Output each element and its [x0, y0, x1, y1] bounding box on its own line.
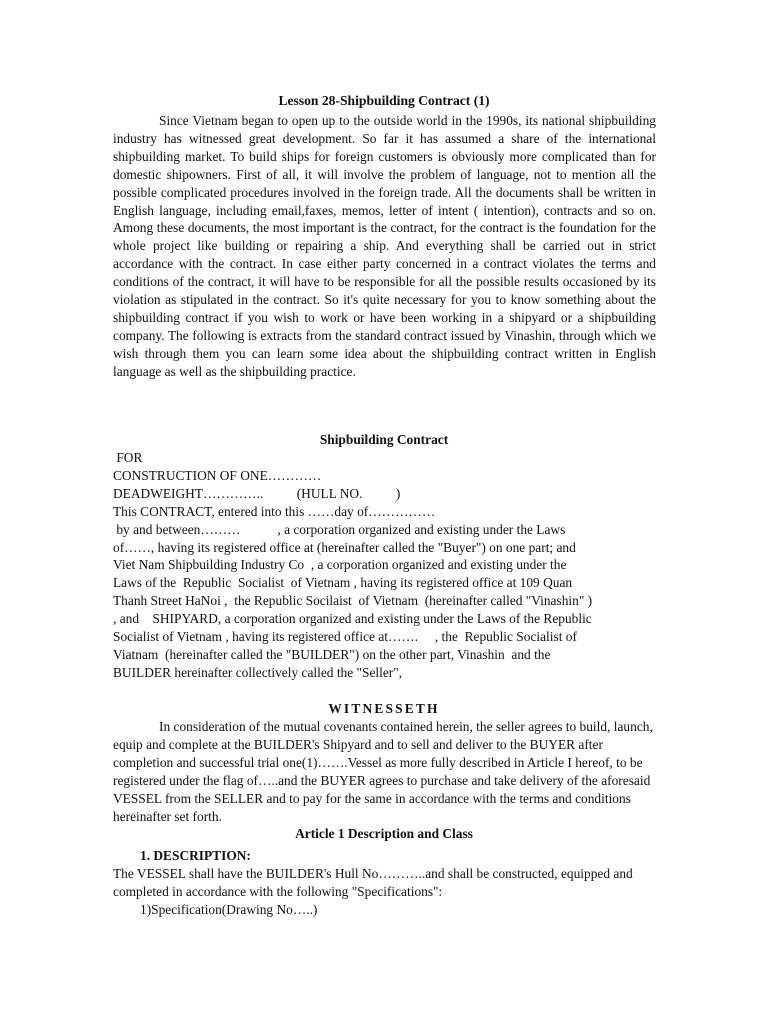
- contract-line: by and between……… , a corporation organized and existing under the Laws: [113, 521, 566, 537]
- article-heading: Article 1 Description and Class: [295, 826, 473, 841]
- contract-line: Laws of the Republic Socialist of Vietnam , having its registered office at 109 Quan: [113, 575, 573, 591]
- contract-line: Socialist of Vietnam , having its registered office at……. , the Republic Socialist of: [113, 629, 577, 645]
- intro-paragraph: Since Vietnam began to open up to the outside world in the 1990s, its national shipbuilding industry has witnessed great development. So far it has assumed a share of the international shipbuilding market. To build ships for foreign customers is obviously more complicated than for domestic shipowners. First of all, it will involve the problem of language, not to mention all the possible complicated procedures involved in the foreign trade. All the documents shall be written in English language, including email,faxes, memos, letter of intent ( intention), contracts and so on. Among these documents, the most important is the contract, for the contract is the foundation for the whole project like building or repairing a ship. And everything shall be carried out in strict accordance with the contract. In case either party concerned in a contract violates the terms and conditions of the contract, it will have to be responsible for all the possible results occasioned by its violation as stipulated in the contract. So it's quite necessary for you to know something about the shipbuilding contract if you wish to work or have been working in a shipyard or a shipbuilding company. The following is extracts from the standard contract issued by Vinashin, through which we wish through them you can learn some idea about the shipbuilding contract written in English language as well as the shipbuilding practice.: [113, 113, 656, 379]
- contract-line: , and SHIPYARD, a corporation organized and existing under the Laws of the Republic: [113, 611, 592, 627]
- contract-line: This CONTRACT, entered into this ……day of……………: [113, 503, 436, 519]
- specification-item: 1)Specification(Drawing No…..): [140, 901, 318, 917]
- lesson-title: Lesson 28-Shipbuilding Contract (1): [278, 93, 490, 108]
- section-heading: 1. DESCRIPTION:: [140, 848, 251, 863]
- contract-line: BUILDER hereinafter collectively called the "Seller",: [113, 664, 403, 680]
- contract-line: Thanh Street HaNoi , the Republic Socilaist of Vietnam (hereinafter called "Vinashin" ): [113, 593, 593, 609]
- contract-line: Viatnam (hereinafter called the "BUILDER") on the other part, Vinashin and the: [113, 646, 551, 662]
- contract-line: of……, having its registered office at (hereinafter called the "Buyer") on one part; and: [113, 539, 576, 555]
- witnesseth-paragraph: In consideration of the mutual covenants contained herein, the seller agrees to build, launch, equip and complete at the BUILDER's Shipyard and to sell and deliver to the BUYER after completion and successful trial one(1)…….Vessel as more fully described in Article I hereof, to be registered under the flag of…..and the BUYER agrees to purchase and take delivery of the aforesaid VESSEL from the SELLER and to pay for the same in accordance with the terms and conditions hereinafter set forth.: [113, 719, 653, 824]
- contract-heading: Shipbuilding Contract: [319, 432, 449, 447]
- contract-preamble: [113, 449, 656, 682]
- contract-line: Viet Nam Shipbuilding Industry Co , a corporation organized and existing under the: [113, 557, 567, 573]
- description-text: The VESSEL shall have the BUILDER's Hull No………..and shall be constructed, equipped and completed in accordance with the following "Specifications":: [113, 865, 633, 899]
- contract-line: CONSTRUCTION OF ONE…………: [113, 467, 322, 483]
- description-section: [113, 847, 656, 919]
- contract-line: FOR: [113, 450, 143, 465]
- witnesseth-heading: WITNESSETH: [328, 701, 440, 716]
- contract-line: DEADWEIGHT………….. (HULL NO. ): [113, 485, 401, 501]
